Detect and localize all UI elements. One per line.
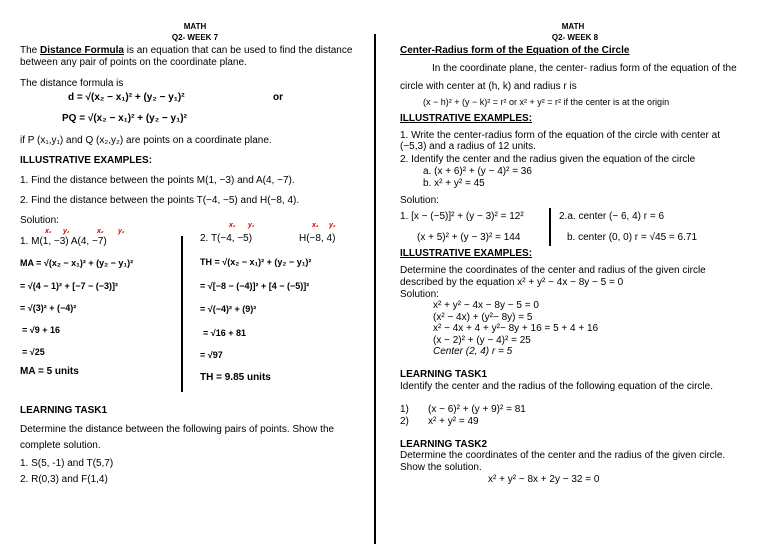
sol1-label-x2: x₂ (97, 228, 104, 235)
left-subject-header: MATH (183, 22, 207, 31)
sol1-step-3: = √(3)² + (−4)² (20, 303, 77, 313)
example-2: 2. Find the distance between the points T(−4, −5) and H(−8, 4). (20, 195, 300, 206)
sol1-step-5: = √25 (22, 347, 45, 357)
sol2-head-h: H(−8, 4) (299, 233, 336, 244)
task1-item-1-eq: (x − 6)² + (y + 9)² = 81 (428, 404, 526, 415)
sol2-step-1: TH = √(x₂ − x₁)² + (y₂ − y₁)² (200, 257, 312, 267)
sol1-result: MA = 5 units (20, 366, 79, 377)
sol2-label-x1: x₁ (229, 222, 236, 229)
points-note: if P (x₁,y₁) and Q (x₂,y₂) are points on a coordinate plane. (20, 135, 272, 146)
task1-item-1-num: 1) (400, 404, 409, 415)
sol1-step-2: = √(4 − 1)² + [−7 − (−3)]² (20, 281, 118, 291)
sol1-step-4: = √9 + 16 (22, 325, 60, 335)
sol2-label-y2: y₂ (329, 222, 336, 229)
distance-formula-term: Distance Formula (40, 45, 124, 56)
question-3: Determine the coordinates of the center and radius of the given circle described by the equation x² + y² − 4x − 8y − 5 = 0 (400, 265, 706, 288)
sol1-label-y1: y₁ (63, 228, 70, 235)
distance-formula-intro (20, 45, 360, 69)
formula-pq: PQ = √(x₂ − x₁)² + (y₂ − y₁)² (62, 113, 187, 124)
sol2-head-t: 2. T(−4, −5) (200, 233, 253, 244)
q3-step-4: (x − 2)² + (y − 4)² = 25 (433, 335, 531, 346)
sol-q1-line-2: (x + 5)² + (y − 3)² = 144 (417, 232, 521, 243)
formula-d: d = √(x₂ − x₁)² + (y₂ − y₁)² (68, 92, 185, 103)
question-3-solution-label: Solution: (400, 289, 439, 300)
right-task1-heading: LEARNING TASK1 (400, 369, 488, 380)
q3-step-1: x² + y² − 4x − 8y − 5 = 0 (433, 300, 539, 311)
sol2-step-2: = √[−8 − (−4)]² + [4 − (−5)]² (200, 281, 310, 291)
page-divider (374, 34, 376, 544)
sol1-head: 1. M(1, −3) A(4, −7) (20, 236, 107, 247)
sol2-step-3: = √(−4)² + (9)² (200, 304, 257, 314)
sol1-label-x1: x₁ (45, 228, 52, 235)
question-1: 1. Write the center-radius form of the equation of the circle with center at (−5,3) and a radius of 12 units. (400, 130, 720, 152)
sol2-step-4: = √16 + 81 (203, 328, 246, 338)
task1-item-2-eq: x² + y² = 49 (428, 416, 479, 427)
left-task-heading: LEARNING TASK1 (20, 405, 108, 416)
q3-step-3: x² − 4x + 4 + y²− 8y + 16 = 5 + 4 + 16 (433, 323, 599, 334)
right-week-label: Q2- WEEK 8 (551, 33, 599, 42)
intro-post: is an equation that can be used to find the distance between any pair of points on the coordinate plane. (20, 45, 353, 68)
sol1-step-1: MA = √(x₂ − x₁)² + (y₂ − y₁)² (20, 258, 134, 268)
right-subject-header: MATH (561, 22, 585, 31)
left-task-item-2: 2. R(0,3) and F(1,4) (20, 474, 108, 485)
right-task2-heading: LEARNING TASK2 (400, 439, 488, 450)
example-1: 1. Find the distance between the points M(1, −3) and A(4, −7). (20, 175, 295, 186)
left-illustrative-heading: ILLUSTRATIVE EXAMPLES: (20, 155, 153, 166)
sol2-step-5: = √97 (200, 350, 223, 360)
sol-q2a: 2.a. center (− 6, 4) r = 6 (559, 211, 665, 222)
right-task1-text: Identify the center and the radius of the following equation of the circle. (400, 381, 713, 392)
formula-intro: The distance formula is (20, 78, 124, 89)
sol2-label-x2: x₂ (312, 222, 319, 229)
sol1-label-y2: y₂ (118, 228, 125, 235)
formula-or: or (273, 92, 283, 103)
right-illustrative-heading-2: ILLUSTRATIVE EXAMPLES: (400, 248, 533, 259)
left-solution-label: Solution: (20, 215, 59, 226)
left-week-label: Q2- WEEK 7 (171, 33, 219, 42)
circle-formula: (x − h)² + (y − k)² = r² or x² + y² = r² if the center is at the origin (423, 97, 670, 107)
q3-step-2: (x² − 4x) + (y²− 8y) = 5 (433, 312, 533, 323)
task2-equation: x² + y² − 8x + 2y − 32 = 0 (488, 474, 600, 485)
question-2: 2. Identify the center and the radius given the equation of the circle (400, 154, 696, 165)
sol-q2b: b. center (0, 0) r = √45 = 6.71 (567, 232, 698, 243)
sol2-label-y1: y₁ (248, 222, 255, 229)
task1-item-2-num: 2) (400, 416, 409, 427)
q3-answer: Center (2, 4) r = 5 (433, 346, 513, 357)
circle-intro: In the coordinate plane, the center- radius form of the equation of the circle with center at (h, k) and radius r is (400, 63, 737, 92)
left-task-item-1: 1. S(5, -1) and T(5,7) (20, 458, 114, 469)
intro-pre: The (20, 45, 41, 56)
question-2a: a. (x + 6)² + (y − 4)² = 36 (423, 166, 532, 177)
left-task-text: Determine the distance between the following pairs of points. Show the complete solution. (20, 424, 335, 451)
right-illustrative-heading-1: ILLUSTRATIVE EXAMPLES: (400, 113, 533, 124)
circle-title: Center-Radius form of the Equation of the Circle (400, 45, 630, 56)
question-2b: b. x² + y² = 45 (423, 178, 485, 189)
right-solution-label: Solution: (400, 195, 439, 206)
solution-divider (181, 236, 183, 392)
sol2-result: TH = 9.85 units (200, 372, 271, 383)
sol-q1-line-1: 1. [x − (−5)]² + (y − 3)² = 12² (400, 211, 524, 222)
right-solution-divider (549, 208, 551, 246)
right-task2-text: Determine the coordinates of the center and the radius of the given circle. Show the solution. (400, 450, 726, 473)
